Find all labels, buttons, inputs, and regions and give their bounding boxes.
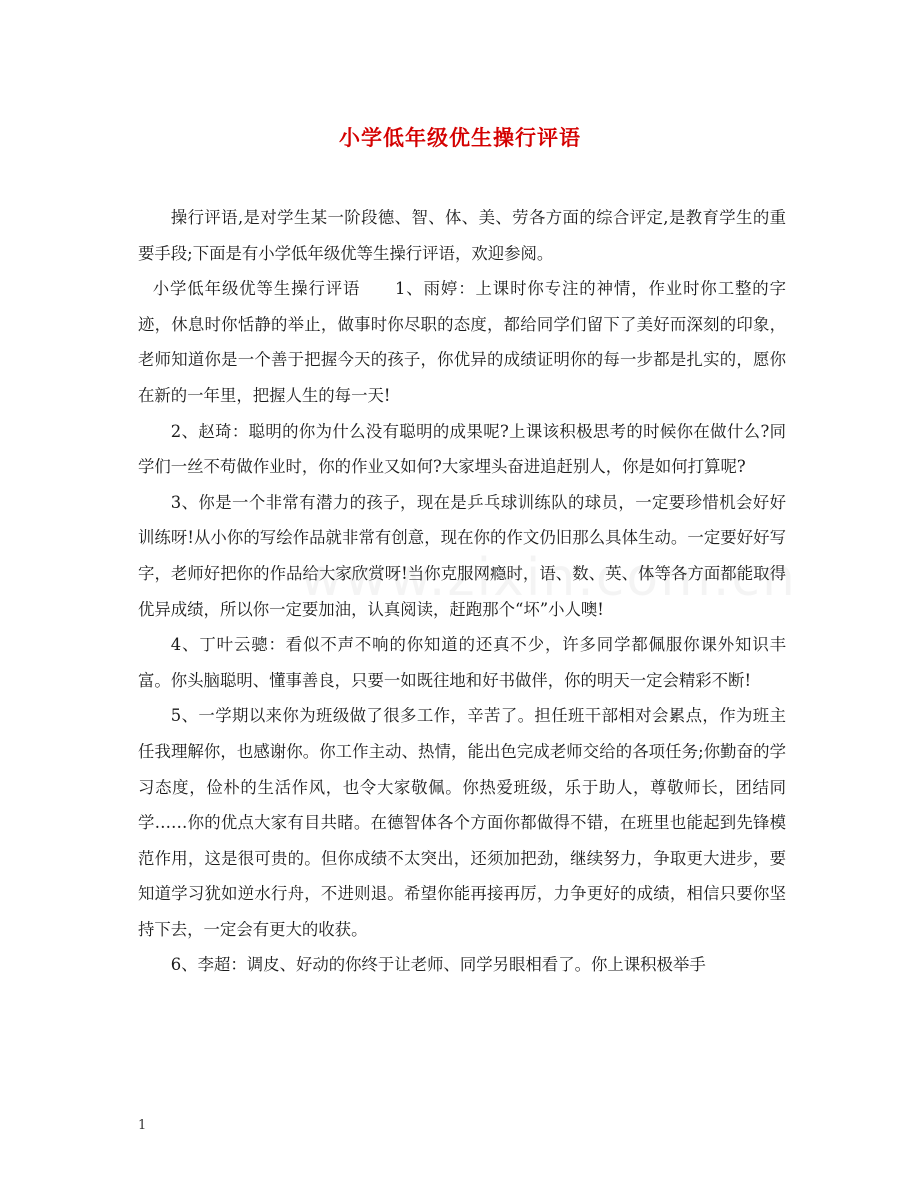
paragraph-comment-2: 2、赵琦：聪明的你为什么没有聪明的成果呢?上课该积极思考的时候你在做什么?同学们一丝不苟做作业时，你的作业又如何?大家埋头奋进追赶别人，你是如何打算呢?	[138, 421, 786, 477]
paragraph-comment-4: 4、丁叶云骢：看似不声不响的你知道的还真不少，许多同学都佩服你课外知识丰富。你头脑聪明、懂事善良，只要一如既往地和好书做伴，你的明天一定会精彩不断!	[138, 635, 786, 690]
paragraph-comment-5: 5、一学期以来你为班级做了很多工作，辛苦了。担任班干部相对会累点，作为班主任我理解你，也感谢你。你工作主动、热情，能出色完成老师交给的各项任务;你勤奋的学习态度，俭朴的生活作风，也令大家敬佩。你热爱班级，乐于助人，尊敬师长，团结同学……你的优点大家有目共睹。在德智体各个方面你都做得不错，在班里也能起到先锋模范作用，这是很可贵的。但你成绩不太突出，还须加把劲，继续努力，争取更大进步，要知道学习犹如逆水行舟，不进则退。希望你能再接再厉，力争更好的成绩，相信只要你坚持下去，一定会有更大的收获。	[138, 706, 786, 939]
document-body	[138, 200, 786, 983]
paragraph-comment-6: 6、李超：调皮、好动的你终于让老师、同学另眼相看了。你上课积极举手	[170, 955, 706, 975]
paragraph-comment-1: 小学低年级优等生操行评语 1、雨婷：上课时你专注的神情，作业时你工整的字迹，休息时你恬静的举止，做事时你尽职的态度，都给同学们留下了美好而深刻的印象，老师知道你是一个善于把握今天的孩子，你优异的成绩证明你的每一步都是扎实的，愿你在新的一年里，把握人生的每一天!	[138, 279, 786, 405]
paragraph-comment-3: 3、你是一个非常有潜力的孩子，现在是乒乓球训练队的球员，一定要珍惜机会好好训练呀!从小你的写绘作品就非常有创意，现在你的作文仍旧那么具体生动。一定要好好写字，老师好把你的作品给大家欣赏呀!当你克服网瘾时，语、数、英、体等各方面都能取得优异成绩，所以你一定要加油，认真阅读，赶跑那个“坏”小人噢!	[138, 492, 786, 619]
document-title: 小学低年级优生操行评语	[339, 125, 581, 150]
paragraph-intro: 操行评语,是对学生某一阶段德、智、体、美、劳各方面的综合评定,是教育学生的重要手段;下面是有小学低年级优等生操行评语，欢迎参阅。	[138, 208, 786, 263]
page-number: 1	[138, 1118, 147, 1133]
